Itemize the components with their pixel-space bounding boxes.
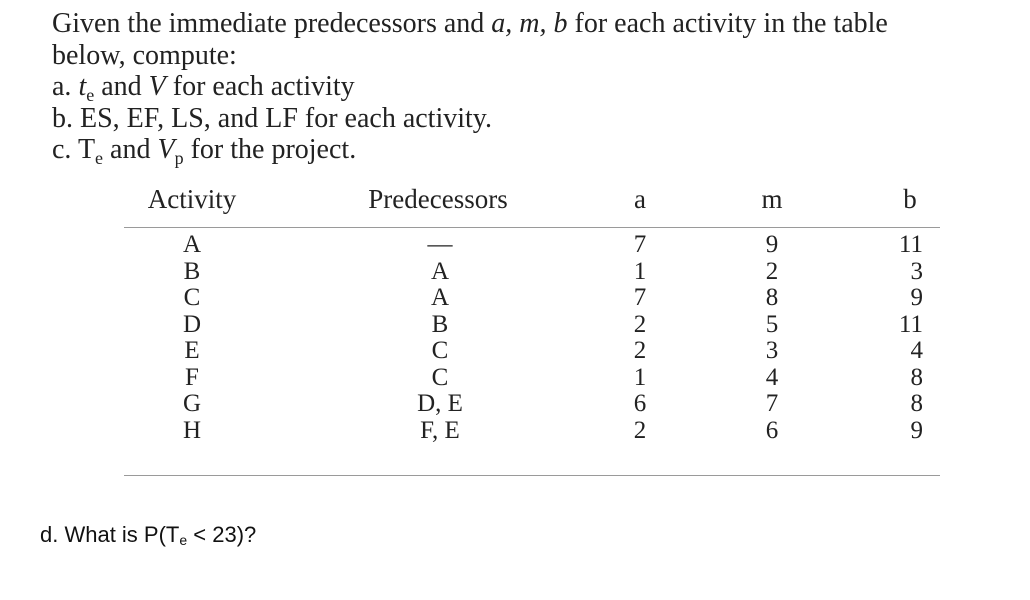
cell-a-row-3: 7 [633, 284, 647, 311]
cell-m-row-2: 2 [765, 257, 779, 285]
header-predecessors: Predecessors [368, 184, 508, 214]
item-a-v: V [148, 71, 166, 102]
cell-b-row-1: 11 [898, 231, 923, 258]
header-a: a [634, 184, 646, 214]
item-a-prefix: a. [52, 71, 72, 102]
header-activity: Activity [147, 184, 237, 214]
intro-line-2: below, compute: [52, 39, 237, 71]
table-bottom-rule [124, 475, 940, 476]
intro-variables: a, m, b [491, 8, 568, 39]
item-a-t-subscript: e [86, 85, 95, 105]
cell-activity-row-5: E [184, 337, 200, 364]
item-c-t: T [77, 134, 96, 165]
cell-pred-row-3: A [430, 284, 450, 311]
item-c-and: and [110, 134, 151, 165]
item-a-t: t [78, 71, 87, 102]
cell-activity-row-3: C [183, 284, 201, 311]
question-d-prefix: d. What is P(T [40, 522, 180, 547]
cell-m-row-4: 5 [765, 310, 779, 338]
cell-a-row-8: 2 [633, 416, 647, 444]
item-c-v: V [157, 134, 175, 165]
cell-pred-row-1: — [427, 231, 453, 258]
cell-pred-row-7: D, E [417, 390, 463, 417]
cell-pred-row-4: B [431, 310, 449, 338]
cell-b-row-7: 8 [910, 390, 923, 417]
cell-m-row-1: 9 [765, 231, 779, 258]
header-b: b [903, 184, 917, 214]
cell-activity-row-6: F [185, 363, 199, 391]
item-c-prefix: c. [52, 134, 72, 165]
cell-a-row-5: 2 [633, 337, 647, 364]
cell-activity-row-2: B [183, 257, 201, 285]
cell-pred-row-2: A [430, 257, 450, 285]
cell-pred-row-8: F, E [420, 416, 460, 444]
cell-m-row-5: 3 [765, 337, 779, 364]
item-c-t-subscript: e [95, 148, 104, 168]
cell-activity-row-7: G [182, 390, 202, 417]
cell-m-row-3: 8 [765, 284, 779, 311]
cell-b-row-3: 9 [910, 284, 923, 311]
question-d-subscript: e [179, 532, 188, 548]
header-m: m [761, 184, 783, 214]
table-top-rule [124, 227, 940, 228]
cell-a-row-6: 1 [633, 363, 647, 391]
cell-b-row-2: 3 [910, 257, 923, 285]
cell-activity-row-4: D [182, 310, 202, 338]
cell-a-row-1: 7 [633, 231, 647, 258]
cell-b-row-4: 11 [898, 310, 923, 338]
cell-b-row-6: 8 [910, 363, 923, 391]
question-d [40, 522, 256, 548]
intro-text: Given the immediate predecessors and [52, 8, 485, 39]
cell-pred-row-6: C [431, 363, 449, 391]
item-a-and: and [101, 71, 142, 102]
cell-a-row-7: 6 [633, 390, 647, 417]
item-b: b. ES, EF, LS, and LF for each activity. [52, 102, 492, 134]
cell-m-row-8: 6 [765, 416, 779, 444]
question-d-suffix: < 23)? [187, 522, 257, 547]
item-c-rest: for the project. [190, 134, 357, 165]
cell-activity-row-1: A [182, 231, 202, 258]
cell-m-row-7: 7 [765, 390, 779, 417]
item-a-rest: for each activity [172, 71, 355, 102]
item-c-v-subscript: p [174, 148, 184, 168]
cell-activity-row-8: H [182, 416, 202, 444]
cell-b-row-8: 9 [910, 416, 923, 444]
cell-m-row-6: 4 [765, 363, 779, 391]
cell-pred-row-5: C [431, 337, 449, 364]
cell-a-row-2: 1 [633, 257, 647, 285]
cell-b-row-5: 4 [910, 337, 923, 364]
intro-text-end: for each activity in the table [574, 8, 888, 39]
cell-a-row-4: 2 [633, 310, 647, 338]
